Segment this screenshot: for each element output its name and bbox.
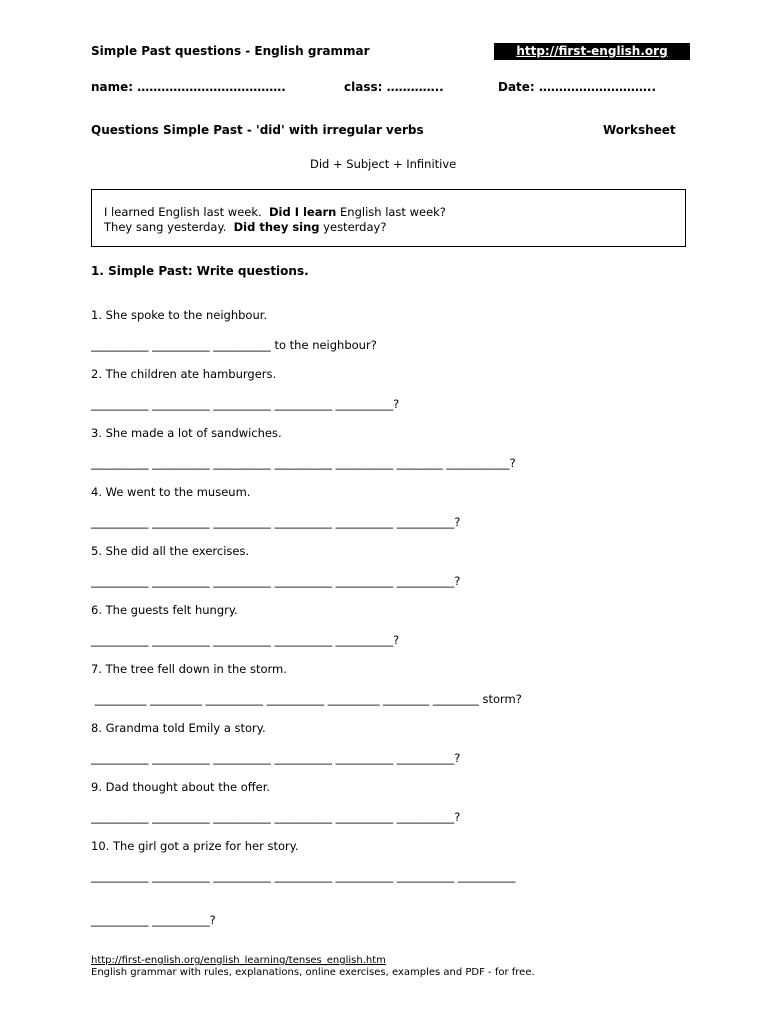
exercise-answer-line: __________ __________ __________ __________ __________ __________? [91,751,461,765]
exercise-answer-line: __________ __________ __________ __________ __________ __________ __________ [91,869,516,883]
exercise-prompt: 10. The girl got a prize for her story. [91,839,299,853]
exercise-answer-line: __________ __________ __________ __________ __________ ________ ___________? [91,456,516,470]
site-link[interactable]: http://first-english.org [494,43,690,60]
section-heading: 1. Simple Past: Write questions. [91,264,309,278]
worksheet-title: Questions Simple Past - 'did' with irregular verbs [91,123,424,137]
example-box [91,189,686,247]
formula: Did + Subject + Infinitive [310,157,457,171]
exercise-answer-line: __________ __________ __________ __________ __________? [91,633,400,647]
exercise-answer-line: __________ __________ __________ __________ __________ __________? [91,810,461,824]
exercise-prompt: 4. We went to the museum. [91,485,251,499]
exercise-prompt: 2. The children ate hamburgers. [91,367,277,381]
exercise-answer-line: __________ __________ __________ __________ __________? [91,397,400,411]
exercise-answer-line: __________ __________ __________ __________ __________ __________? [91,515,461,529]
exercise-prompt: 8. Grandma told Emily a story. [91,721,266,735]
class-field: class: ………….. [344,80,444,94]
document-title: Simple Past questions - English grammar [91,44,370,58]
exercise-answer-line: __________ __________ __________ __________ __________ __________? [91,574,461,588]
exercise-answer-line: _________ _________ __________ __________ _________ ________ ________ storm? [91,692,522,706]
footer-link[interactable]: http://first-english.org/english_learning/tenses_english.htm [91,955,386,966]
example-line-1: I learned English last week. Did I learn English last week? [104,205,446,219]
exercise-prompt: 9. Dad thought about the offer. [91,780,271,794]
exercise-answer-line-continued: __________ __________? [91,913,216,927]
exercise-prompt: 1. She spoke to the neighbour. [91,308,268,322]
exercise-prompt: 3. She made a lot of sandwiches. [91,426,282,440]
exercise-prompt: 7. The tree fell down in the storm. [91,662,287,676]
date-field: Date: ……………………….. [498,80,657,94]
example-line-2: They sang yesterday. Did they sing yesterday? [104,220,387,234]
exercise-prompt: 5. She did all the exercises. [91,544,250,558]
exercise-answer-line: __________ __________ __________ to the neighbour? [91,338,377,352]
name-field: name: ………………………………. [91,80,286,94]
footer-text: English grammar with rules, explanations, online exercises, examples and PDF - for free. [91,967,535,978]
worksheet-label: Worksheet [603,123,676,137]
exercise-prompt: 6. The guests felt hungry. [91,603,238,617]
